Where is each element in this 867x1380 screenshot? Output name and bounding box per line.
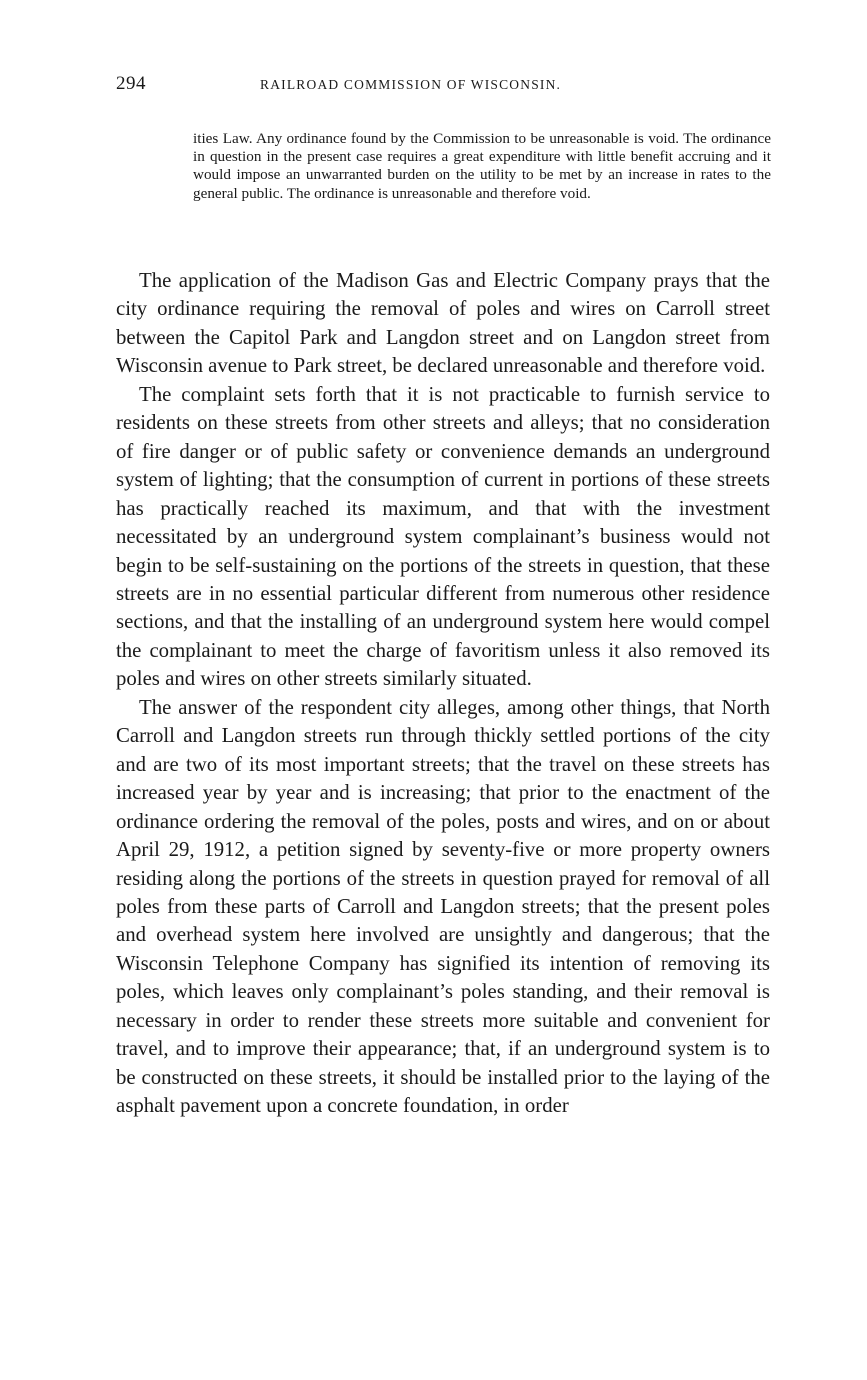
body-text (116, 267, 770, 1121)
page-number: 294 (116, 73, 146, 94)
paragraph: The answer of the respondent city alleges, among other things, that North Carroll and Langdon streets run through thickly settled portions of the city and are two of its most important streets; that the travel on these streets has increased year by year and is increasing; that prior to the enactment of the ordinance ordering the removal of the poles, posts and wires, and on or about April 29, 1912, a petition signed by seventy-five or more property owners residing along the portions of the streets in question prayed for removal of all poles from these parts of Carroll and Langdon streets; that the present poles and overhead system here involved are unsightly and dangerous; that the Wisconsin Telephone Company has signified its intention of removing its poles, which leaves only complainant’s poles standing, and their removal is necessary in order to render these streets more suitable and convenient for travel, and to improve their appearance; that, if an underground system is to be constructed on these streets, it should be installed prior to the laying of the asphalt pavement upon a concrete foundation, in order (116, 695, 770, 1118)
headnote: ities Law. Any ordinance found by the Commission to be unreasonable is void. The ordinance in question in the present case requires a great expenditure with little benefit accruing and it would impose an unwarranted burden on the utility to be met by an increase in rates to the general public. The ordinance is unreasonable and therefore void. (193, 130, 771, 202)
running-head: RAILROAD COMMISSION OF WISCONSIN. (260, 77, 562, 92)
page-header (116, 73, 776, 97)
paragraph: The complaint sets forth that it is not practicable to furnish service to residents on these streets from other streets and alleys; that no consideration of fire danger or of public safety or convenience demands an underground system of lighting; that the consumption of current in portions of these streets has practically reached its maximum, and that with the investment necessitated by an underground system complainant’s business would not begin to be self-sustaining on the portions of the streets in question, that these streets are in no essential particular different from numerous other residence sections, and that the installing of an underground system here would compel the complainant to meet the charge of favoritism unless it also removed its poles and wires on other streets similarly situated. (116, 382, 770, 691)
paragraph: The application of the Madison Gas and Electric Company prays that the city ordinance requiring the removal of poles and wires on Carroll street between the Capitol Park and Langdon street and on Langdon street from Wisconsin avenue to Park street, be declared unreasonable and therefore void. (116, 269, 770, 378)
